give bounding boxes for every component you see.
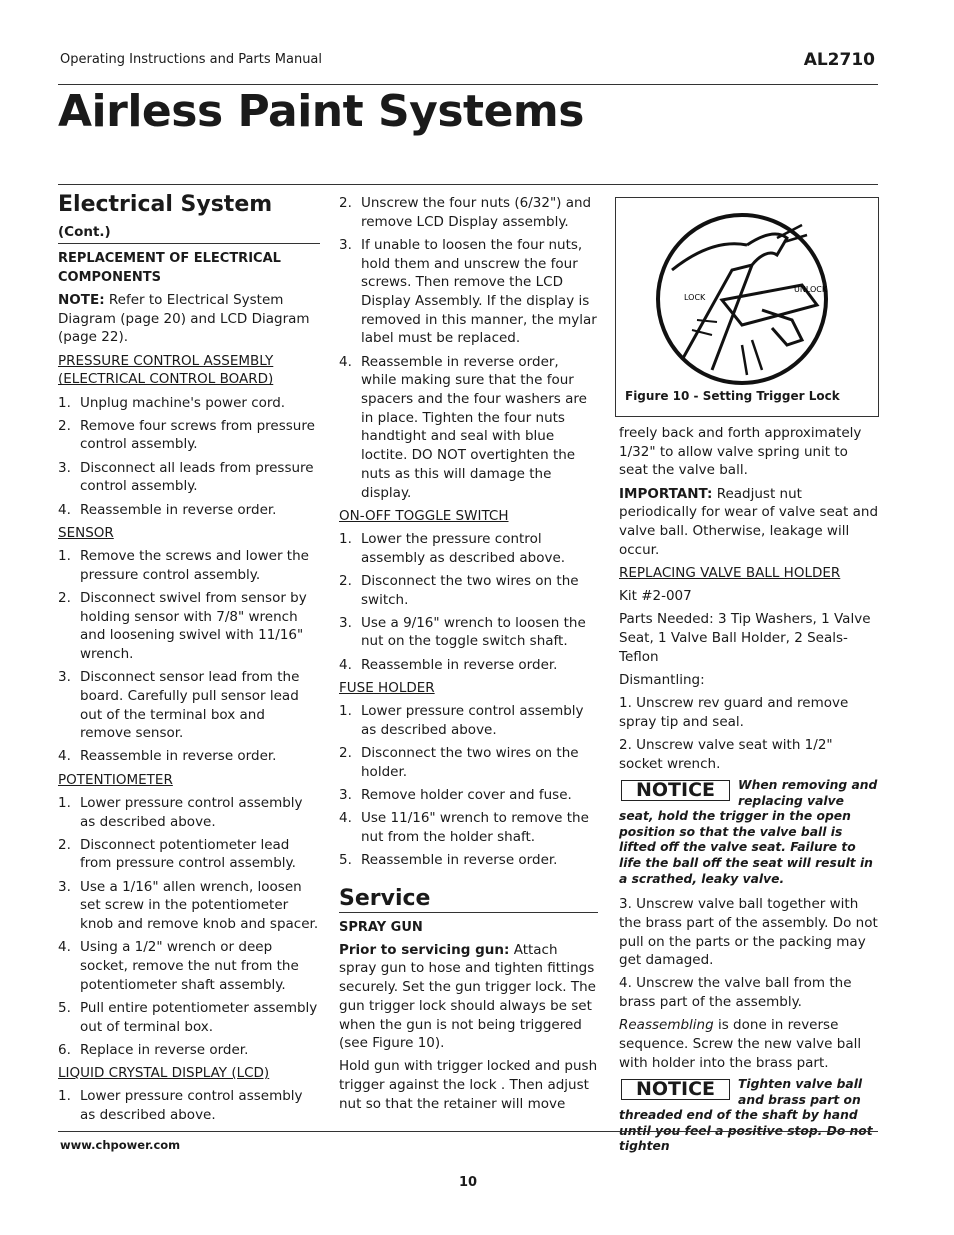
list-item-text: Lower pressure control assembly as described above. bbox=[80, 1088, 303, 1123]
list-item bbox=[339, 236, 598, 348]
list-item bbox=[58, 547, 320, 584]
list-item-text: Reassemble in reverse order, while making sure that the four spacers and the four washers are in place. Tighten the four nuts handtight and seal with blue loctite. DO NOT overtighten the nuts as this will damage the display. bbox=[361, 353, 587, 501]
page-number: 10 bbox=[459, 1175, 478, 1190]
section-title-text: Electrical System bbox=[58, 192, 273, 217]
important-paragraph bbox=[619, 485, 879, 560]
lock-label: LOCK bbox=[684, 293, 706, 302]
list-item bbox=[339, 353, 598, 503]
list-item-number: 1. bbox=[58, 394, 71, 411]
list-item bbox=[58, 938, 320, 994]
list-item-number: 3. bbox=[339, 786, 352, 803]
list-item-text: Unscrew the four nuts (6/32") and remove LCD Display assembly. bbox=[361, 195, 592, 230]
list-item-number: 1. bbox=[58, 794, 71, 811]
dismantle-step-4: 4. Unscrew the valve ball from the brass part of the assembly. bbox=[619, 975, 852, 1011]
list-item-number: 5. bbox=[339, 852, 352, 868]
fuse-steps-list bbox=[339, 702, 598, 870]
notice-valve-seat bbox=[619, 778, 879, 887]
list-item-number: 2. bbox=[58, 589, 71, 606]
list-item bbox=[58, 417, 320, 454]
pressure-steps-list bbox=[58, 394, 320, 520]
list-item-number: 1. bbox=[339, 703, 352, 720]
list-item-number: 3. bbox=[58, 878, 71, 895]
list-item-text: Disconnect all leads from pressure control assembly. bbox=[80, 459, 314, 495]
list-item-number: 2. bbox=[339, 195, 352, 211]
list-item bbox=[339, 530, 598, 567]
list-item bbox=[58, 1087, 320, 1124]
list-item-text: Disconnect sensor lead from the board. Carefully pull sensor lead out of the terminal box and remove sensor. bbox=[80, 669, 300, 742]
list-item-number: 4. bbox=[58, 748, 71, 765]
list-item-text: Pull entire potentiometer assembly out of terminal box. bbox=[80, 999, 318, 1035]
list-item-number: 4. bbox=[339, 353, 352, 370]
note-text: Refer to Electrical System Diagram (page 20) and LCD Diagram (page 22). bbox=[58, 292, 310, 346]
list-item-text: Disconnect swivel from sensor by holding sensor with 7/8" wrench and loosening swivel with 11/16" wrench. bbox=[80, 589, 307, 662]
list-item bbox=[339, 614, 598, 651]
list-item bbox=[58, 878, 320, 934]
list-item bbox=[58, 459, 320, 496]
list-item bbox=[58, 394, 320, 413]
notice-badge: NOTICE bbox=[621, 780, 730, 801]
list-item bbox=[58, 999, 320, 1036]
list-item-number: 3. bbox=[58, 669, 71, 686]
parts-needed: Parts Needed: 3 Tip Washers, 1 Valve Seat, 1 Valve Ball Holder, 2 Seals-Teflon bbox=[619, 611, 871, 665]
list-item-text: Reassemble in reverse order. bbox=[361, 656, 558, 673]
list-item-number: 4. bbox=[339, 810, 352, 827]
dismantling-label: Dismantling: bbox=[619, 671, 705, 688]
notice-text: When removing and replacing valve seat, hold the trigger in the open position so that the valve ball is lifted off the valve seat. Failure to life the ball off the seat will result in a scrathed, leaky valve. bbox=[619, 777, 878, 886]
list-item-number: 3. bbox=[339, 614, 352, 631]
important-text: Readjust nut periodically for wear of valve seat and valve ball. Otherwise, leakage will occur. bbox=[619, 485, 879, 558]
list-item-text: Disconnect the two wires on the holder. bbox=[361, 744, 579, 780]
list-item-text: Remove holder cover and fuse. bbox=[361, 786, 572, 803]
list-item-number: 2. bbox=[339, 572, 352, 589]
list-item-text: Lower the pressure control assembly as described above. bbox=[361, 530, 566, 566]
list-item-text: Reassemble in reverse order. bbox=[80, 501, 277, 518]
figure-trigger-lock bbox=[615, 197, 879, 417]
list-item-text: Use a 9/16" wrench to loosen the nut on the toggle switch shaft. bbox=[361, 614, 586, 650]
trigger-lock-illustration bbox=[652, 210, 832, 388]
list-item-text: Disconnect the two wires on the switch. bbox=[361, 572, 579, 608]
section-cont: (Cont.) bbox=[58, 224, 111, 240]
list-item bbox=[339, 786, 598, 805]
list-item-number: 3. bbox=[58, 459, 71, 476]
important-label: IMPORTANT: bbox=[619, 485, 713, 502]
list-item-number: 1. bbox=[339, 530, 352, 547]
list-item bbox=[339, 744, 598, 781]
list-item-number: 1. bbox=[58, 547, 71, 564]
list-item-text: Using a 1/2" wrench or deep socket, remove the nut from the potentiometer shaft assembly. bbox=[80, 939, 299, 993]
list-item-text: Lower pressure control assembly as described above. bbox=[80, 794, 303, 830]
kit-number: Kit #2-007 bbox=[619, 588, 692, 605]
list-item bbox=[339, 809, 598, 846]
prior-paragraph bbox=[339, 941, 598, 1053]
note-label: NOTE: bbox=[58, 292, 105, 308]
list-item bbox=[58, 668, 320, 743]
list-item-number: 2. bbox=[58, 836, 71, 853]
list-item-number: 6. bbox=[58, 1041, 71, 1058]
heading-replacing-valve-ball-holder: REPLACING VALVE BALL HOLDER bbox=[619, 564, 841, 581]
freely-paragraph: freely back and forth approximately 1/32" to allow valve spring unit to seat the valve ball. bbox=[619, 425, 862, 479]
lcd-steps-continued-list bbox=[339, 194, 598, 502]
list-item-text: Replace in reverse order. bbox=[80, 1041, 249, 1058]
reassembling-paragraph bbox=[619, 1016, 879, 1072]
list-item bbox=[339, 572, 598, 609]
list-item-number: 5. bbox=[58, 999, 71, 1016]
column-3 bbox=[619, 424, 879, 1163]
heading-potentiometer: POTENTIOMETER bbox=[58, 771, 173, 788]
footer-url: www.chpower.com bbox=[60, 1138, 181, 1152]
section-title-service: Service bbox=[339, 886, 598, 913]
heading-lcd: LIQUID CRYSTAL DISPLAY (LCD) bbox=[58, 1065, 270, 1082]
toggle-steps-list bbox=[339, 530, 598, 674]
heading-sensor: SENSOR bbox=[58, 524, 114, 541]
list-item-text: Reassemble in reverse order. bbox=[361, 852, 558, 868]
list-item bbox=[58, 1041, 320, 1060]
list-item bbox=[339, 851, 598, 870]
lcd-steps-list bbox=[58, 1087, 320, 1124]
section-title-electrical bbox=[58, 192, 320, 244]
subheading-replacement: REPLACEMENT OF ELECTRICAL COMPONENTS bbox=[58, 251, 281, 285]
list-item-text: Remove the screws and lower the pressure control assembly. bbox=[80, 547, 309, 583]
column-1 bbox=[58, 192, 320, 1129]
list-item-text: Remove four screws from pressure control assembly. bbox=[80, 417, 315, 453]
list-item-number: 4. bbox=[339, 656, 352, 673]
unlock-label: UNLOCK bbox=[794, 285, 828, 294]
hold-paragraph: Hold gun with trigger locked and push trigger against the lock . Then adjust nut so that the retainer will move bbox=[339, 1058, 598, 1112]
title-rule bbox=[58, 184, 878, 185]
list-item-text: Use 11/16" wrench to remove the nut from the holder shaft. bbox=[361, 810, 589, 845]
sensor-steps-list bbox=[58, 547, 320, 766]
potentiometer-steps-list bbox=[58, 794, 320, 1060]
list-item-text: Unplug machine's power cord. bbox=[80, 394, 286, 411]
notice-text: Tighten valve ball and brass part on threaded end of the shaft by hand until you feel a positive stop. Do not tighten bbox=[619, 1076, 873, 1154]
list-item-number: 1. bbox=[58, 1088, 71, 1105]
list-item-text: Lower pressure control assembly as described above. bbox=[361, 703, 584, 738]
list-item-number: 3. bbox=[339, 236, 352, 253]
list-item bbox=[58, 501, 320, 520]
figure-caption: Figure 10 - Setting Trigger Lock bbox=[625, 389, 840, 403]
list-item-text: Reassemble in reverse order. bbox=[80, 748, 277, 765]
list-item bbox=[58, 794, 320, 831]
list-item bbox=[58, 747, 320, 766]
list-item-number: 4. bbox=[58, 501, 71, 518]
prior-text: Attach spray gun to hose and tighten fittings securely. Set the gun trigger lock. The gun trigger lock should always be set when the gun is not being triggered (see Figure 10). bbox=[339, 941, 596, 1052]
manual-type: Operating Instructions and Parts Manual bbox=[60, 52, 323, 67]
header-rule bbox=[58, 84, 878, 85]
list-item-number: 2. bbox=[339, 744, 352, 761]
prior-label: Prior to servicing gun: bbox=[339, 941, 510, 958]
list-item-number: 4. bbox=[58, 939, 71, 956]
subheading-spray-gun: SPRAY GUN bbox=[339, 919, 423, 935]
list-item-text: Disconnect potentiometer lead from pressure control assembly. bbox=[80, 836, 296, 872]
dismantle-step-1: 1. Unscrew rev guard and remove spray tip and seal. bbox=[619, 695, 849, 730]
list-item bbox=[339, 194, 598, 231]
dismantle-step-3: 3. Unscrew valve ball together with the brass part of the assembly. Do not pull on the parts or the packing may get damaged. bbox=[619, 896, 878, 969]
column-2 bbox=[339, 194, 598, 1118]
dismantle-step-2: 2. Unscrew valve seat with 1/2" socket wrench. bbox=[619, 737, 833, 772]
heading-pressure-control: PRESSURE CONTROL ASSEMBLY (ELECTRICAL CONTROL BOARD) bbox=[58, 352, 274, 388]
list-item bbox=[58, 589, 320, 664]
list-item bbox=[339, 702, 598, 739]
reassembling-label: Reassembling bbox=[619, 1017, 714, 1034]
page-title: Airless Paint Systems bbox=[58, 86, 584, 137]
reassembling-text: is done in reverse sequence. Screw the new valve ball with holder into the brass part. bbox=[619, 1017, 862, 1071]
list-item bbox=[339, 656, 598, 675]
heading-fuse-holder: FUSE HOLDER bbox=[339, 679, 435, 696]
list-item-text: Use a 1/16" allen wrench, loosen set screw in the potentiometer knob and remove knob and spacer. bbox=[80, 878, 319, 933]
heading-toggle-switch: ON-OFF TOGGLE SWITCH bbox=[339, 507, 509, 524]
list-item-number: 2. bbox=[58, 417, 71, 434]
model-number: AL2710 bbox=[803, 50, 875, 70]
note-paragraph bbox=[58, 291, 320, 347]
list-item bbox=[58, 836, 320, 873]
list-item-text: If unable to loosen the four nuts, hold them and unscrew the four screws. Then remove the LCD Display Assembly. If the display is removed in this manner, the mylar label must be replaced. bbox=[361, 236, 597, 347]
footer-rule bbox=[58, 1131, 878, 1132]
notice-tighten bbox=[619, 1077, 879, 1155]
notice-badge: NOTICE bbox=[621, 1079, 730, 1100]
